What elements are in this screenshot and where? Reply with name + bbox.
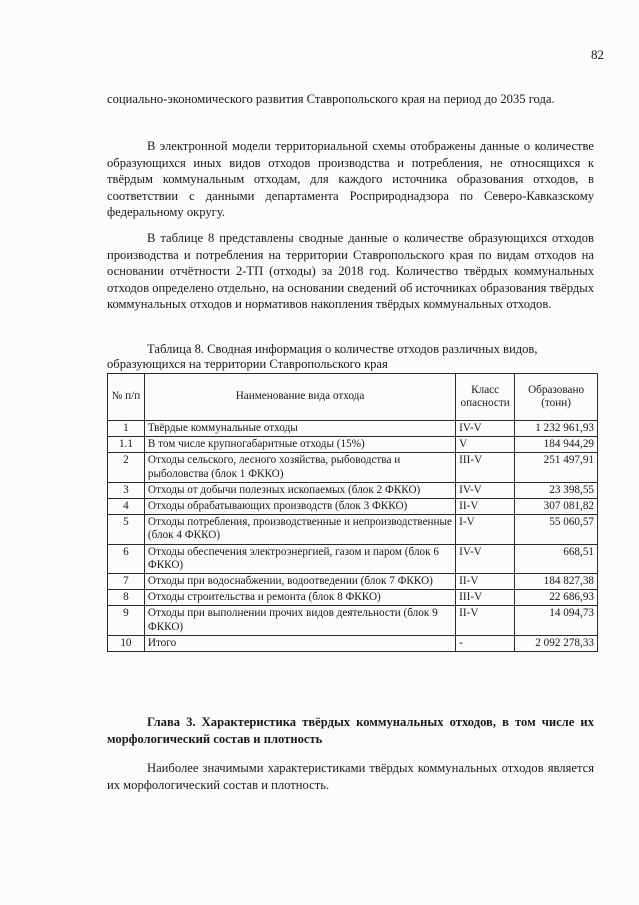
cell-amount: 55 060,57 — [515, 515, 598, 544]
cell-no: 4 — [108, 499, 145, 515]
cell-no: 7 — [108, 574, 145, 590]
cell-name: Отходы обрабатывающих производств (блок 3 ФККО) — [144, 499, 455, 515]
cell-name: Отходы при водоснабжении, водоотведении (блок 7 ФККО) — [144, 574, 455, 590]
waste-table — [107, 373, 598, 652]
cell-name: Отходы от добычи полезных ископаемых (блок 2 ФККО) — [144, 482, 455, 498]
header-no: № п/п — [108, 374, 145, 421]
cell-amount: 23 398,55 — [515, 482, 598, 498]
table-caption — [107, 342, 594, 372]
cell-class: IV-V — [456, 421, 515, 437]
cell-amount: 251 497,91 — [515, 453, 598, 482]
cell-amount: 1 232 961,93 — [515, 421, 598, 437]
cell-class: III-V — [456, 590, 515, 606]
cell-name: В том числе крупногабаритные отходы (15%) — [144, 437, 455, 453]
cell-no: 3 — [108, 482, 145, 498]
cell-amount: 668,51 — [515, 544, 598, 573]
table-row — [108, 635, 598, 651]
table-row — [108, 499, 598, 515]
cell-class: IV-V — [456, 482, 515, 498]
cell-no: 2 — [108, 453, 145, 482]
table-row — [108, 574, 598, 590]
cell-no: 6 — [108, 544, 145, 573]
cell-class: V — [456, 437, 515, 453]
table-header-row — [108, 374, 598, 421]
cell-name: Твёрдые коммунальные отходы — [144, 421, 455, 437]
cell-no: 1 — [108, 421, 145, 437]
table-row — [108, 482, 598, 498]
cell-class: II-V — [456, 606, 515, 635]
header-name: Наименование вида отхода — [144, 374, 455, 421]
cell-class: IV-V — [456, 544, 515, 573]
cell-amount: 184 944,29 — [515, 437, 598, 453]
chapter-heading: Глава 3. Характеристика твёрдых коммунальных отходов, в том числе их морфологический состав и плотность — [107, 715, 594, 746]
cell-no: 5 — [108, 515, 145, 544]
table-caption-line-2: образующихся на территории Ставропольского края — [107, 357, 388, 371]
cell-amount: 14 094,73 — [515, 606, 598, 635]
table-row — [108, 453, 598, 482]
table-row — [108, 606, 598, 635]
cell-class: - — [456, 635, 515, 651]
cell-class: III-V — [456, 453, 515, 482]
cell-class: II-V — [456, 574, 515, 590]
cell-no: 9 — [108, 606, 145, 635]
table-row — [108, 590, 598, 606]
cell-name: Отходы обеспечения электроэнергией, газом и паром (блок 6 ФККО) — [144, 544, 455, 573]
paragraph-electronic-model: В электронной модели территориальной схемы отображены данные о количестве образующихся иных видов отходов производства и потребления, не относящихся к твёрдым коммунальным отходам, для каждого источника образования отходов, в соответствии с данными департамента Росприроднадзора по Северо-Кавказскому федеральному округу. — [107, 139, 594, 220]
cell-no: 8 — [108, 590, 145, 606]
table-row — [108, 544, 598, 573]
paragraph-morphology: Наиболее значимыми характеристиками твёрдых коммунальных отходов является их морфологический состав и плотность. — [107, 761, 594, 792]
paragraph-continuation: социально-экономического развития Ставропольского края на период до 2035 года. — [107, 92, 555, 106]
cell-amount: 184 827,38 — [515, 574, 598, 590]
header-class: Класс опасности — [456, 374, 515, 421]
cell-amount: 307 081,82 — [515, 499, 598, 515]
cell-amount: 22 686,93 — [515, 590, 598, 606]
table-caption-line-1: Таблица 8. Сводная информация о количестве отходов различных видов, — [147, 342, 538, 356]
paragraph-table-intro: В таблице 8 представлены сводные данные о количестве образующихся отходов производства и потребления на территории Ставропольского края по видам отходов на основании отчётности 2-ТП (отходы) за 2018 год. Количество твёрдых коммунальных отходов определено отдельно, на основании сведений об источниках образования твёрдых коммунальных отходов и нормативов накопления твёрдых коммунальных отходов. — [107, 231, 594, 312]
cell-no: 1.1 — [108, 437, 145, 453]
cell-amount: 2 092 278,33 — [515, 635, 598, 651]
cell-class: I-V — [456, 515, 515, 544]
cell-class: II-V — [456, 499, 515, 515]
table-row — [108, 515, 598, 544]
table-row — [108, 437, 598, 453]
table-row — [108, 421, 598, 437]
page-number: 82 — [591, 47, 604, 62]
cell-name: Итого — [144, 635, 455, 651]
header-amount: Образовано (тонн) — [515, 374, 598, 421]
cell-name: Отходы сельского, лесного хозяйства, рыбоводства и рыболовства (блок 1 ФККО) — [144, 453, 455, 482]
cell-name: Отходы при выполнении прочих видов деятельности (блок 9 ФККО) — [144, 606, 455, 635]
cell-name: Отходы потребления, производственные и непроизводственные (блок 4 ФККО) — [144, 515, 455, 544]
table-body — [108, 421, 598, 652]
cell-no: 10 — [108, 635, 145, 651]
cell-name: Отходы строительства и ремонта (блок 8 ФККО) — [144, 590, 455, 606]
